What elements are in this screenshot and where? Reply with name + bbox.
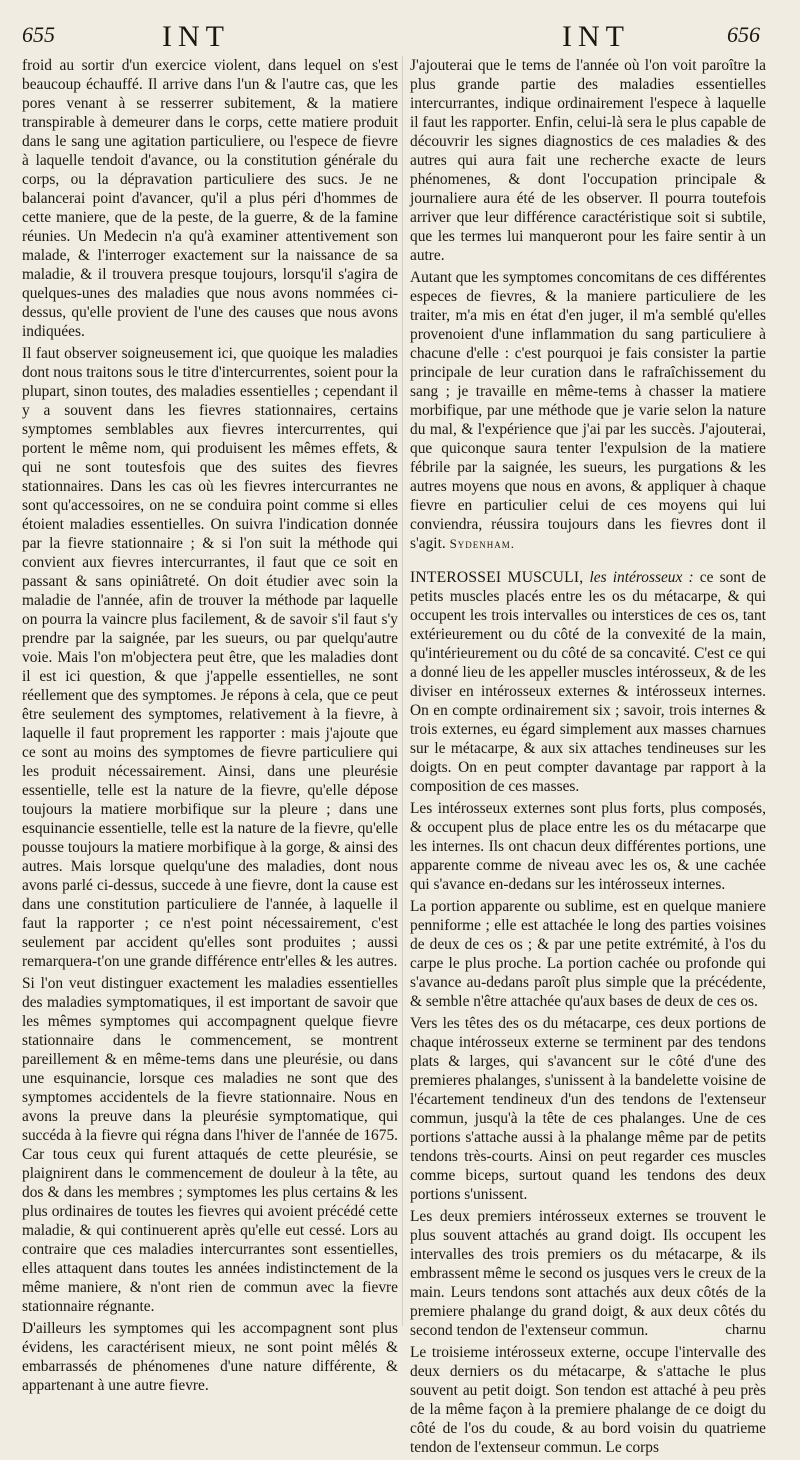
paragraph: Le troisieme intérosseux externe, occupe l'intervalle des deux derniers os du métacarpe, & s'attache le plus souvent au petit doigt. Son tendon est attaché à peu près de la même façon à la premiere phalange de ce doigt du côté de l'os du coude, & au bord voisin du quatrieme tendon de l'extenseur commun. Le corps: [410, 1344, 766, 1456]
right-page-number: 656: [727, 22, 760, 47]
entry-headword: INTEROSSEI MUSCULI,: [410, 569, 584, 586]
dictionary-entry: [410, 568, 766, 796]
left-page-number: 655: [22, 22, 55, 47]
paragraph: La portion apparente ou sublime, est en quelque maniere penniforme ; elle est attachée le long des parties voisines de deux de ces os ; & par une petite extrémité, à l'os du carpe le plus proche. La portion cachée ou profonde qui s'avance au-dedans paroît plus simple que la précédente, & semble n'être attachée qu'aux bases de deux de ces os.: [410, 898, 766, 1010]
catchword: charnu: [725, 1322, 766, 1338]
paragraph: Les intérosseux externes sont plus forts, plus composés, & occupent plus de place entre les os du métacarpe que les internes. Ils ont chacun deux différentes portions, une apparente comme de niveau avec les os, & une cachée qui s'avance en-dedans sur les intérosseux internes.: [410, 800, 766, 893]
paragraph: Il faut observer soigneusement ici, que quoique les maladies dont nous traitons sous le titre d'intercurrentes, soient pour la plupart, sinon toutes, des maladies essentielles ; cependant il y a souvent dans les fievres stationnaires, certains symptomes semblables aux fievres intercurrentes, qui portent le même nom, qui produisent les mêmes effets, & qui ne sont toutesfois que des suites des fievres stationnaires. Dans les cas où les fievres intercurrantes ne sont qu'accessoires, on ne se conduira point comme si elles étoient maladies essentielles. On suivra l'indication donnée par la fievre stationnaire ; & si l'on suit la méthode qui convient aux fievres intercurrantes, il faut que ce soit en passant & sans opiniâtreté. On doit étudier avec soin la maladie de l'année, afin de trouver la méthode par laquelle on pourra la vaincre plus facilement, & de savoir s'il faut s'y prendre par la saignée, par les sueurs, ou par quelqu'autre voie. Mais l'on m'objectera peut être, que les maladies dont il est ici question, & que j'appelle essentielles, ne sont réellement que des symptomes. Je répons à cela, que ce peut être seulement des symptomes, relativement à la fievre, à laquelle il faut proprement les rapporter : mais j'ajoute que ce sont au moins des symptomes de fievre particuliere qui les produit nécessairement. Ainsi, dans une pleurésie essentielle, telle est la nature de la fievre, qu'elle dépose toujours la matiere morbifique sur la pleure ; dans une esquinancie essentielle, telle est la nature de la fievre, qu'elle pousse toujours la matiere morbifique à la gorge, & ainsi des autres. Mais lorsque quelqu'une des maladies, dont nous avons parlé ci-dessus, succede à une fievre, dont la cause est dans une constitution particuliere de l'année, à laquelle il faut la rapporter ; ce n'est point nécessairement, c'est seulement par accident qu'elles sont produites ; aussi remarquera-t'on une grande différence entr'elles & les autres.: [22, 345, 398, 970]
entry-text: ce sont de petits muscles placés entre les os du métacarpe, & qui occupent les trois intervalles ou interstices de ces os, tant extérieurement ou du côté de la convexité de la main, qu'intérieurement ou du côté de sa concavité. C'est ce qui a donné lieu de les appeller muscles intérosseux, & de les diviser en intérosseux externes & intérosseux internes. On en compte ordinairement six ; savoir, trois internes & trois externes, eu égard simplement aux masses charnues sur le métacarpe, & aux six attaches tendineuses sur les doigts. On en peut compter davantage par rapport à la composition de ces masses.: [410, 569, 766, 795]
running-header: [0, 8, 800, 52]
column-divider: [402, 56, 403, 1326]
paragraph: D'ailleurs les symptomes qui les accompagnent sont plus évidens, les caractérisent mieux, ne sont point mêlés & embarrassés de phénomenes d'une nature différente, & appartenant à une autre fievre.: [22, 1320, 398, 1394]
right-running-head: INT: [562, 20, 630, 53]
right-column: [410, 56, 766, 1460]
paragraph: Les deux premiers intérosseux externes se trouvent le plus souvent attachés au grand doigt. Ils occupent les intervalles des trois premiers os du métacarpe, & ils embrassent même le second os jusques vers le creux de la main. Leurs tendons sont attachés aux deux côtés de la premiere phalange du grand doigt, & aux deux côtés du second tendon de l'extenseur commun.: [410, 1208, 766, 1339]
paragraph-text: Autant que les symptomes concomitans de ces différentes especes de fievres, & la maniere particuliere de les traiter, m'a mis en état d'en juger, il m'a semblé qu'elles provenoient d'une inflammation du sang particuliere à chacune d'elle : c'est pourquoi je fais consister la partie principale de leur curation dans le rafraîchissement du sang ; je travaille en même-tems à chasser la matiere morbifique, par une méthode que je varie selon la nature du mal, & l'expérience que j'ai par les succès. J'ajouterai, que quiconque saura tenter l'expulsion de la matiere fébrile par la saignée, les sueurs, les purgations & les autres moyens que nous en avons, & appliquer à chaque fievre en particulier celui de ces moyens qui lui conviendra, réussira toujours dans les fievres dont il s'agit.: [410, 269, 766, 552]
paragraph: J'ajouterai que le tems de l'année où l'on voit paroître la plus grande partie des maladies essentielles intercurrantes, indique ordinairement l'espece à laquelle il faut les rapporter. Enfin, celui-là sera le plus capable de découvrir les signes diagnostics de ces maladies & des autres qui aura fait une recherche exacte de leurs phénomenes, & dont l'occupation principale & journaliere aura été de les observer. Il pourra toutefois arriver que leur différence caractéristique soit si subtile, que les termes lui manqueront pour les faire sentir à un autre.: [410, 57, 766, 264]
author-signature: Sydenham.: [449, 536, 516, 551]
paragraph: Vers les têtes des os du métacarpe, ces deux portions de chaque intérosseux externe se terminent par des tendons plats & larges, qui s'avancent sur le côté d'une des premieres phalanges, s'unissent à la bandelette voisine de l'écartement tendineux d'un des tendons de l'extenseur commun, jusqu'à la tête de ces phalanges. Une de ces portions s'attache aussi à la phalange même par de petits tendons très-courts. Ainsi on peut regarder ces muscles comme biceps, surtout quand les tendons des deux portions s'unissent.: [410, 1015, 766, 1203]
paragraph: Si l'on veut distinguer exactement les maladies essentielles des maladies symptomatiques, il est important de savoir que les mêmes symptomes qui accompagnent quelque fievre stationnaire dans le commencement, se montrent pareillement & en même-tems dans une pleurésie, ou dans une esquinancie, lorsque ces maladies ne sont que des symptomes accidentels de la fievre stationnaire. Nous en avons la preuve dans la pleurésie symptomatique, qui succéda à la fievre qui régna dans l'hiver de l'année de 1675. Car tous ceux qui furent attaqués de cette pleurésie, se plaignirent dans le commencement de douleur à la tête, au dos & dans les membres ; symptomes les plus certains & les plus ordinaires de toutes les fievres qui avoient précédé cette maladie, & qui continuerent après qu'elle eut cessé. Lors au contraire que ces maladies intercurrantes sont essentielles, elles attaquent dans toutes les années indistinctement de la même maniere, & n'ont rien de commun avec la fievre stationnaire régnante.: [22, 975, 398, 1315]
paragraph: froid au sortir d'un exercice violent, dans lequel on s'est beaucoup échauffé. Il arrive dans l'un & l'autre cas, que les pores venant à se resserrer subitement, & la matiere transpirable à demeurer dans le corps, cette matiere produit dans le sang une agitation particuliere, ou l'espece de fievre à laquelle tendoit d'avance, ou la constitution générale du corps, ou la dépravation particuliere des sucs. Je ne balancerai point d'avancer, qu'il a plus péri d'hommes de cette maniere, que de la peste, de la guerre, & de la famine réunies. Un Medecin n'a qu'à examiner attentivement son malade, & l'interroger exactement sur la naissance de sa maladie, & il trouvera presque toujours, lorsqu'il s'agira de quelques-unes des maladies que nous avons nommées ci-dessus, qu'elle provient de l'une des causes que nous avons indiquées.: [22, 57, 398, 340]
left-column: [22, 56, 398, 1398]
entry-separator: [410, 556, 766, 568]
entry-gloss: les intérosseux :: [589, 569, 694, 586]
paragraph: [410, 268, 766, 553]
left-running-head: INT: [162, 20, 230, 53]
